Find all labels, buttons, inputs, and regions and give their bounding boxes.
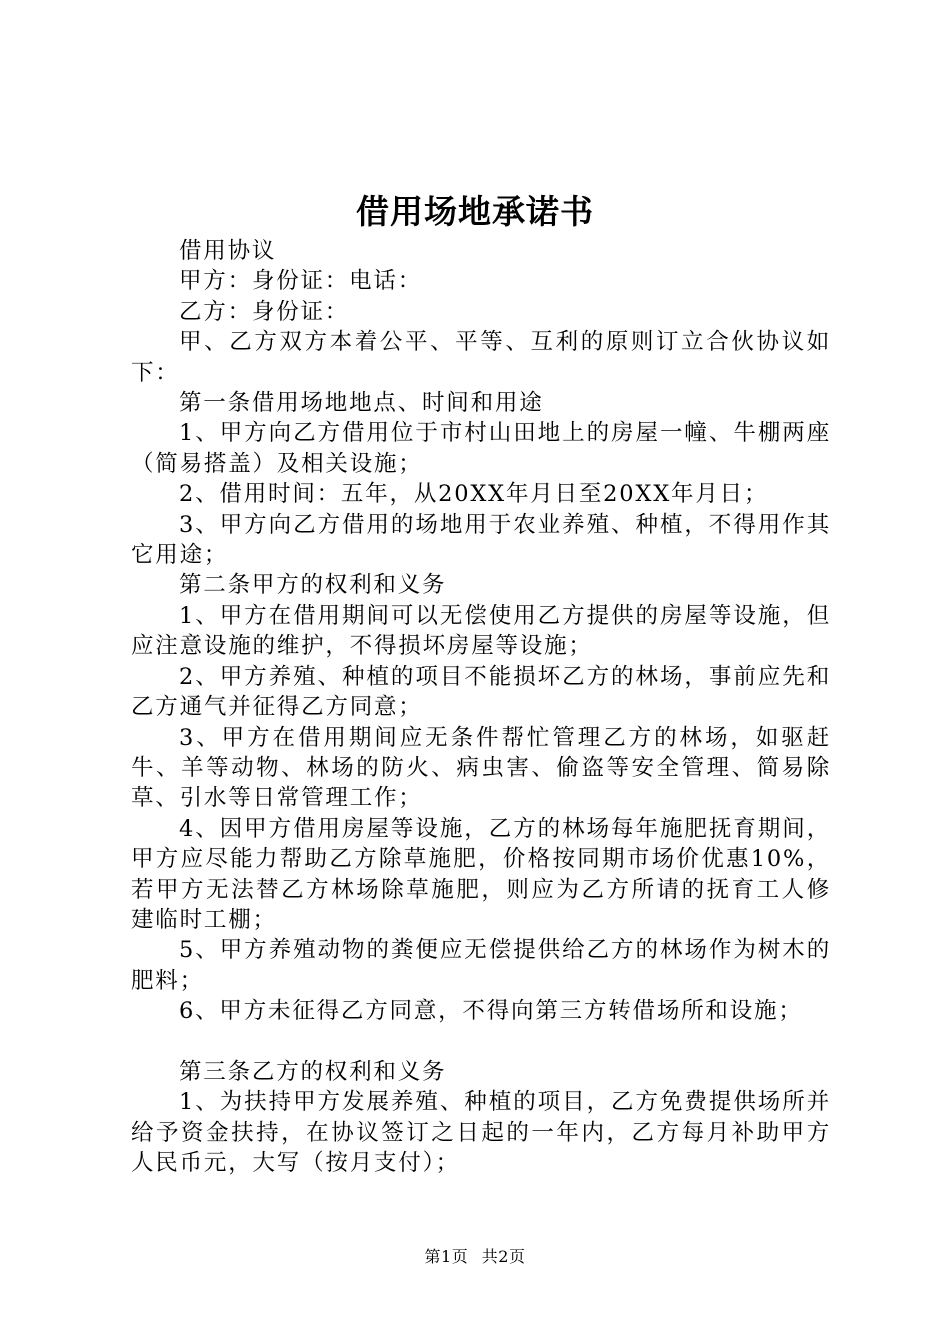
paragraph: 乙方：身份证： (179, 298, 350, 325)
page-number: 第1页 (424, 1247, 469, 1266)
document-title: 借用场地承诺书 (356, 192, 594, 231)
paragraph: 3、甲方向乙方借用的场地用于农业养殖、种植，不得用作其它用途； (131, 511, 831, 569)
paragraph: 甲、乙方双方本着公平、平等、互利的原则订立合伙协议如下： (131, 329, 831, 386)
blank-line (131, 1027, 831, 1057)
document-body (131, 236, 831, 1179)
paragraph: 4、因甲方借用房屋等设施，乙方的林场每年施肥抚育期间，甲方应尽能力帮助乙方除草施肥，价格按同期市场价优惠10%，若甲方无法替乙方林场除草施肥，则应为乙方所请的抚育工人修建临时工棚； (131, 815, 831, 933)
page-total: 共2页 (481, 1247, 526, 1266)
paragraph: 5、甲方养殖动物的粪便应无偿提供给乙方的林场作为树木的肥料； (131, 937, 831, 994)
paragraph: 1、甲方在借用期间可以无偿使用乙方提供的房屋等设施，但应注意设施的维护，不得损坏房屋等设施； (131, 602, 831, 660)
paragraph: 3、甲方在借用期间应无条件帮忙管理乙方的林场，如驱赶牛、羊等动物、林场的防火、病虫害、偷盗等安全管理、简易除草、引水等日常管理工作； (131, 724, 831, 812)
page-footer (0, 1244, 950, 1267)
paragraph: 借用协议 (179, 238, 277, 264)
paragraph: 第一条借用场地地点、时间和用途 (179, 390, 544, 417)
paragraph: 2、借用时间：五年，从20XX年月日至20XX年月日； (179, 481, 769, 508)
paragraph: 1、为扶持甲方发展养殖、种植的项目，乙方免费提供场所并给予资金扶持，在协议签订之日起的一年内，乙方每月补助甲方人民币元，大写（按月支付）； (131, 1089, 831, 1177)
paragraph: 2、甲方养殖、种植的项目不能损坏乙方的林场，事前应先和乙方通气并征得乙方同意； (131, 663, 831, 721)
paragraph: 甲方：身份证：电话： (179, 268, 423, 295)
paragraph: 第二条甲方的权利和义务 (179, 572, 447, 599)
paragraph: 6、甲方未征得乙方同意，不得向第三方转借场所和设施； (179, 998, 803, 1025)
paragraph: 第三条乙方的权利和义务 (179, 1058, 447, 1085)
paragraph: 1、甲方向乙方借用位于市村山田地上的房屋一幢、牛棚两座（简易搭盖）及相关设施； (131, 420, 831, 477)
